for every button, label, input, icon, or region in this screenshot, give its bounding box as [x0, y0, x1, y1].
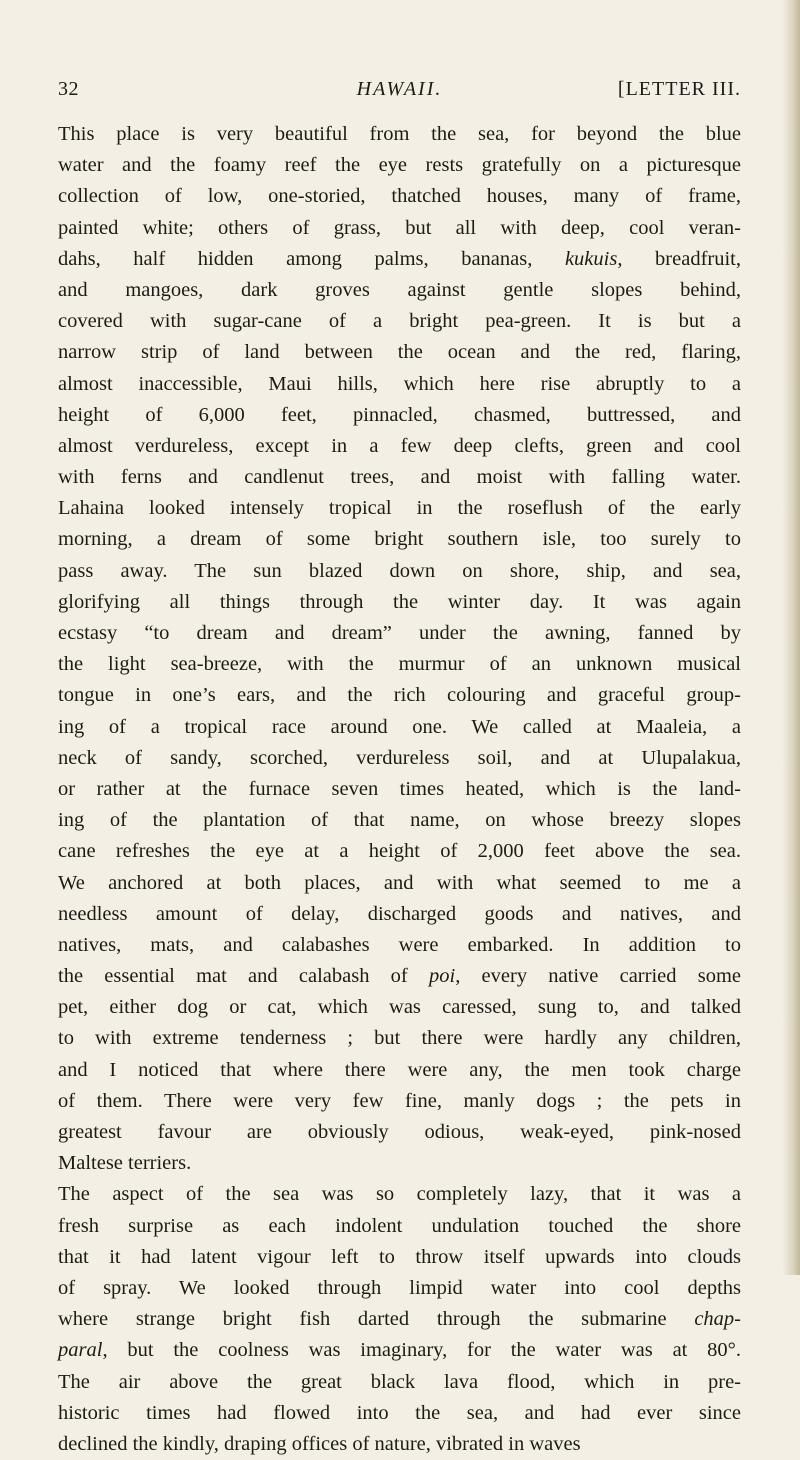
text-line: [58, 275, 741, 306]
text-line-segment: to with extreme tenderness ; but there were hardly any children,: [58, 1027, 741, 1050]
text-line: [58, 1367, 741, 1398]
text-line: [58, 1242, 741, 1273]
text-line-segment: glorifying all things through the winter day. It was again: [58, 590, 741, 613]
text-line: [58, 1055, 741, 1086]
text-line-segment: and I noticed that where there were any, the men took charge: [58, 1058, 741, 1081]
text-line: [58, 1023, 741, 1054]
text-line-segment: , every native carried some: [455, 965, 741, 988]
text-line: [58, 836, 741, 867]
text-line-segment: needless amount of delay, discharged goods and natives, and: [58, 902, 741, 925]
text-line: [58, 774, 741, 805]
text-line-segment: ecstasy “to dream and dream” under the awning, fanned by: [58, 622, 741, 644]
text-line-segment: covered with sugar-cane of a bright pea-green. It is but a: [58, 310, 741, 333]
text-line: [58, 337, 741, 368]
text-line-segment: This place is very beautiful from the sea, for beyond the blue: [58, 123, 741, 145]
text-line: [58, 680, 741, 711]
text-line: [58, 431, 741, 462]
text-line-segment: Maltese terriers.: [58, 1152, 192, 1175]
text-line-segment: almost verdureless, except in a few deep clefts, green and cool: [58, 434, 741, 457]
text-line-segment: pass away. The sun blazed down on shore, ship, and sea,: [58, 559, 741, 582]
text-line-segment: the essential mat and calabash of: [58, 965, 429, 988]
text-line: [58, 1335, 741, 1366]
italic-word: paral: [58, 1339, 103, 1362]
page-edge-shadow: [782, 0, 800, 1275]
text-line: [58, 805, 741, 836]
text-line: [58, 1273, 741, 1304]
text-line: [58, 992, 741, 1023]
page-number: 32: [58, 78, 79, 100]
text-line: [58, 1148, 741, 1179]
text-line-segment: of spray. We looked through limpid water into cool depths: [58, 1276, 741, 1299]
text-line: [58, 618, 741, 649]
text-line: [58, 899, 741, 930]
text-line: [58, 743, 741, 774]
italic-word: chap-: [694, 1308, 741, 1331]
text-line: [58, 712, 741, 743]
text-line-segment: or rather at the furnace seven times heated, which is the land-: [58, 777, 741, 800]
text-line-segment: The aspect of the sea was so completely lazy, that it was a: [58, 1183, 741, 1206]
text-line: [58, 930, 741, 961]
text-line: [58, 1429, 741, 1460]
running-title: HAWAII.: [356, 78, 443, 100]
italic-word: kukuis: [564, 247, 618, 270]
text-line-segment: Lahaina looked intensely tropical in the roseflush of the early: [58, 497, 741, 520]
text-line-segment: that it had latent vigour left to throw itself upwards into clouds: [58, 1245, 741, 1268]
text-line: [58, 961, 741, 992]
text-line-segment: The air above the great black lava flood, which in pre-: [58, 1370, 741, 1393]
text-line: [58, 524, 741, 555]
text-line-segment: painted white; others of grass, but all with deep, cool veran-: [58, 216, 741, 239]
italic-word: poi: [428, 965, 456, 988]
text-line-segment: where strange bright fish darted through the submarine: [58, 1308, 695, 1331]
text-line: [58, 1086, 741, 1117]
text-line-segment: cane refreshes the eye at a height of 2,000 feet above the sea.: [58, 840, 741, 863]
text-line: [58, 181, 741, 212]
text-line-segment: of them. There were very few fine, manly dogs ; the pets in: [58, 1089, 741, 1112]
text-line: [58, 587, 741, 618]
text-line-segment: We anchored at both places, and with what seemed to me a: [58, 871, 741, 894]
text-line-segment: ing of a tropical race around one. We called at Maaleia, a: [58, 715, 741, 738]
text-line: [58, 306, 741, 337]
text-line: [58, 1398, 741, 1429]
page-header: [58, 78, 741, 108]
text-line-segment: water and the foamy reef the eye rests gratefully on a picturesque: [58, 154, 741, 177]
text-line: [58, 493, 741, 524]
text-line-segment: and mangoes, dark groves against gentle slopes behind,: [58, 278, 741, 301]
text-line: [58, 1117, 741, 1148]
text-line: [58, 150, 741, 181]
body-text: [58, 119, 741, 1460]
text-line: [58, 400, 741, 431]
text-line-segment: the light sea-breeze, with the murmur of an unknown musical: [58, 653, 741, 676]
text-line: [58, 1211, 741, 1242]
text-line-segment: narrow strip of land between the ocean and the red, flaring,: [58, 341, 741, 364]
text-line-segment: tongue in one’s ears, and the rich colouring and graceful group-: [58, 684, 741, 707]
text-line-segment: ing of the plantation of that name, on whose breezy slopes: [58, 809, 741, 832]
text-line-segment: natives, mats, and calabashes were embarked. In addition to: [58, 933, 741, 956]
text-line: [58, 213, 741, 244]
text-line-segment: collection of low, one-storied, thatched houses, many of frame,: [58, 185, 741, 208]
text-line-segment: declined the kindly, draping offices of nature, vibrated in waves: [58, 1432, 581, 1455]
text-line-segment: almost inaccessible, Maui hills, which here rise abruptly to a: [58, 372, 741, 395]
text-line-segment: with ferns and candlenut trees, and moist with falling water.: [58, 466, 741, 489]
text-line: [58, 556, 741, 587]
text-line-segment: , breadfruit,: [617, 247, 741, 270]
text-line: [58, 369, 741, 400]
text-line-segment: neck of sandy, scorched, verdureless soil, and at Ulupalakua,: [58, 746, 741, 769]
text-line: [58, 119, 741, 150]
text-line: [58, 1304, 741, 1335]
text-line-segment: historic times had flowed into the sea, and had ever since: [58, 1401, 741, 1424]
text-line: [58, 462, 741, 493]
text-line: [58, 1179, 741, 1210]
text-line: [58, 868, 741, 899]
text-line: [58, 244, 741, 275]
text-line: [58, 649, 741, 680]
text-line-segment: fresh surprise as each indolent undulation touched the shore: [58, 1214, 741, 1237]
text-line-segment: height of 6,000 feet, pinnacled, chasmed, buttressed, and: [58, 403, 741, 426]
text-line-segment: dahs, half hidden among palms, bananas,: [58, 247, 565, 270]
letter-reference: [LETTER III.: [617, 78, 741, 100]
text-line-segment: , but the coolness was imaginary, for the water was at 80°.: [102, 1339, 741, 1362]
text-line-segment: morning, a dream of some bright southern isle, too surely to: [58, 528, 741, 551]
text-line-segment: greatest favour are obviously odious, weak-eyed, pink-nosed: [58, 1121, 741, 1143]
text-line-segment: pet, either dog or cat, which was caressed, sung to, and talked: [58, 996, 741, 1019]
